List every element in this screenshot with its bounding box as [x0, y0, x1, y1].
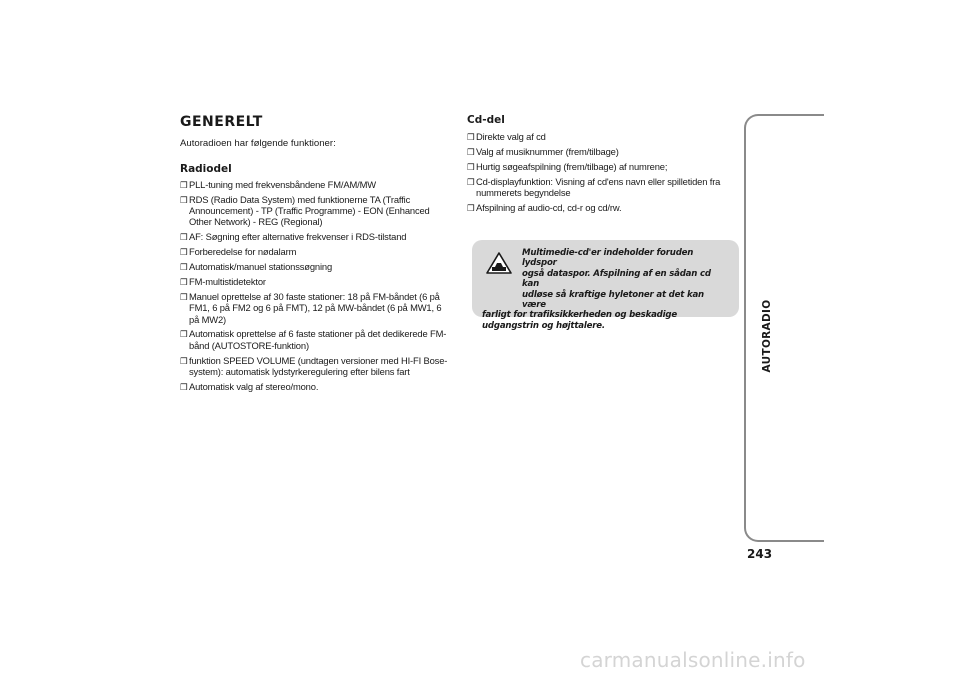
intro-text: Autoradioen har følgende funktioner:	[180, 138, 336, 149]
page-number: 243	[747, 547, 773, 561]
checkbox-bullet-icon: ❒	[180, 262, 188, 273]
checkbox-bullet-icon: ❒	[180, 180, 188, 190]
checkbox-bullet-icon: ❒	[467, 146, 475, 157]
watermark: carmanualsonline.info	[580, 648, 806, 672]
radio-subtitle: Radiodel	[180, 163, 232, 175]
checkbox-bullet-icon: ❒	[180, 329, 188, 340]
checkbox-bullet-icon: ❒	[180, 232, 188, 243]
checkbox-bullet-icon: ❒	[467, 132, 475, 142]
section-title: GENERELT	[180, 114, 263, 130]
list-item: ❒ Valg af musiknummer (frem/tilbage)	[467, 145, 619, 157]
checkbox-bullet-icon: ❒	[180, 247, 188, 258]
list-item: ❒ Hurtig søgeafspilning (frem/tilbage) af numrene;	[467, 160, 668, 172]
list-item: ❒ Direkte valg af cd	[467, 131, 546, 142]
checkbox-bullet-icon: ❒	[467, 161, 475, 172]
list-item: ❒ AF: Søgning efter alternative frekvenser i RDS-tilstand	[180, 231, 407, 243]
list-item: ❒ PLL-tuning med frekvensbåndene FM/AM/MW	[180, 179, 376, 190]
checkbox-bullet-icon: ❒	[180, 291, 188, 302]
list-item: ❒ Manuel oprettelse af 30 faste stationer: 18 på FM-båndet (6 på FM1, 6 på FM2 og 6 på FMT), 12 på MW-båndet (6 på MW1, 6 på MW2)	[180, 290, 442, 325]
left-column	[180, 113, 450, 396]
warning-note	[472, 240, 739, 331]
cd-feature-list	[467, 131, 739, 213]
warning-triangle-icon	[486, 252, 512, 274]
list-item: ❒ Automatisk/manuel stationssøgning	[180, 261, 333, 273]
list-item: ❒ Forberedelse for nødalarm	[180, 246, 297, 258]
checkbox-bullet-icon: ❒	[180, 355, 188, 366]
checkbox-bullet-icon: ❒	[180, 381, 188, 392]
chapter-tab-border	[744, 114, 824, 542]
list-item: ❒ RDS (Radio Data System) med funktionerne TA (Traffic Announcement) - TP (Traffic Programme) - EON (Enhanced Other Network) - REG (Regional)	[180, 193, 430, 228]
checkbox-bullet-icon: ❒	[467, 202, 475, 213]
list-item: ❒ Automatisk valg af stereo/mono.	[180, 380, 319, 392]
radio-feature-list	[180, 179, 450, 392]
list-item: ❒ Cd-displayfunktion: Visning af cd'ens navn eller spilletiden fra nummerets begyndelse	[467, 175, 721, 198]
list-item: ❒ FM-multistidetektor	[180, 276, 266, 288]
list-item: ❒ Afspilning af audio-cd, cd-r og cd/rw.	[467, 201, 622, 213]
list-item: ❒ funktion SPEED VOLUME (undtagen versioner med HI-FI Bose-system): automatisk lydstyrkeregulering efter bilens fart	[180, 354, 448, 377]
chapter-tab-label: AUTORADIO	[761, 299, 773, 373]
chapter-tab	[757, 300, 777, 372]
checkbox-bullet-icon: ❒	[180, 277, 188, 288]
warning-text: Multimedie-cd'er indeholder foruden lydspor også dataspor. Afspilning af en sådan cd kan udløse så kraftige hyletoner at det kan være farligt for trafiksikkerheden og beskadige udgangstrin og højttalere.	[482, 248, 711, 331]
right-column	[467, 113, 739, 217]
checkbox-bullet-icon: ❒	[180, 194, 188, 205]
checkbox-bullet-icon: ❒	[467, 176, 475, 187]
list-item: ❒ Automatisk oprettelse af 6 faste stationer på det dedikerede FM-bånd (AUTOSTORE-funktion)	[180, 328, 447, 351]
cd-subtitle: Cd-del	[467, 114, 505, 126]
